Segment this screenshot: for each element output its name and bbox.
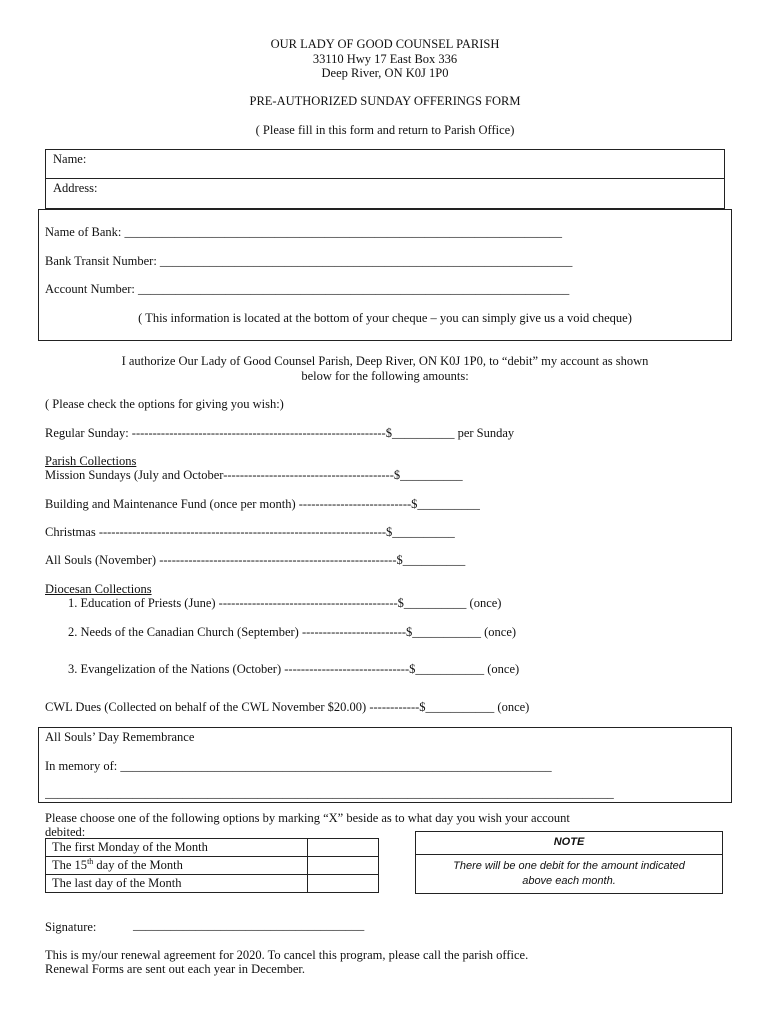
debit-option-first-monday-checkbox[interactable] <box>308 839 379 857</box>
all-souls-field[interactable]: All Souls (November) ---------------------------------------------------------$__________ <box>45 553 466 567</box>
parish-address-line1: 33110 Hwy 17 East Box 336 <box>312 52 458 66</box>
diocesan-collections-heading: Diocesan Collections <box>45 582 152 596</box>
regular-sunday-field[interactable]: Regular Sunday: -------------------------------------------------------------$__________ per Sunday <box>45 426 515 440</box>
debit-option-row <box>46 839 379 857</box>
debit-option-row <box>46 857 379 875</box>
note-line2: above each month. <box>522 875 616 887</box>
building-fund-field[interactable]: Building and Maintenance Fund (once per month) ---------------------------$__________ <box>45 497 480 511</box>
debit-option-fifteenth-checkbox[interactable] <box>308 857 379 875</box>
check-options-prompt: ( Please check the options for giving you wish:) <box>45 397 284 411</box>
form-instruction: ( Please fill in this form and return to Parish Office) <box>255 123 515 137</box>
authorization-line2: below for the following amounts: <box>301 369 469 383</box>
debit-day-table <box>45 838 379 893</box>
debit-option-first-monday: The first Monday of the Month <box>46 839 308 857</box>
remembrance-title: All Souls’ Day Remembrance <box>45 730 195 744</box>
debit-option-last-day: The last day of the Month <box>46 875 308 893</box>
evangelization-field[interactable]: 3. Evangelization of the Nations (October) ------------------------------$___________ (once) <box>68 662 520 676</box>
bank-name-field[interactable]: Name of Bank: ______________________________________________________________________ <box>45 225 562 239</box>
parish-name: OUR LADY OF GOOD COUNSEL PARISH <box>270 37 500 51</box>
debit-option-fifteenth-text: The 15 <box>52 858 88 873</box>
canadian-church-field[interactable]: 2. Needs of the Canadian Church (September) -------------------------$___________ (once) <box>68 625 517 639</box>
debit-option-fifteenth-rest: day of the Month <box>93 858 183 873</box>
in-memory-field[interactable]: In memory of: _____________________________________________________________________ <box>45 759 552 773</box>
debit-option-last-day-checkbox[interactable] <box>308 875 379 893</box>
account-number-field[interactable]: Account Number: _____________________________________________________________________ <box>45 282 570 296</box>
contact-box <box>45 149 725 209</box>
note-divider <box>415 854 723 855</box>
authorization-line1: I authorize Our Lady of Good Counsel Parish, Deep River, ON K0J 1P0, to “debit” my account as shown <box>121 354 649 368</box>
memory-blank-line[interactable]: ___________________________________________________________________________________________ <box>45 786 614 800</box>
form-title: PRE-AUTHORIZED SUNDAY OFFERINGS FORM <box>249 94 521 108</box>
bank-info-note: ( This information is located at the bottom of your cheque – you can simply give us a void cheque) <box>138 311 632 325</box>
contact-divider <box>45 178 725 179</box>
transit-number-field[interactable]: Bank Transit Number: __________________________________________________________________ <box>45 254 573 268</box>
debit-option-row <box>46 875 379 893</box>
name-field[interactable]: Name: <box>53 152 87 166</box>
parish-collections-heading: Parish Collections <box>45 454 137 468</box>
renewal-note-line1: This is my/our renewal agreement for 2020. To cancel this program, please call the parish office. <box>45 948 529 962</box>
renewal-note-line2: Renewal Forms are sent out each year in December. <box>45 962 305 976</box>
parish-address-line2: Deep River, ON K0J 1P0 <box>321 66 449 80</box>
debit-day-prompt-line2: debited: <box>45 825 86 839</box>
debit-day-prompt-line1: Please choose one of the following options by marking “X” beside as to what day you wish your account <box>45 811 570 825</box>
ordinal-suffix: th <box>87 857 94 867</box>
signature-label: Signature: <box>45 920 97 934</box>
signature-line[interactable]: _____________________________________ <box>133 918 365 932</box>
debit-option-fifteenth <box>46 857 308 875</box>
education-priests-field[interactable]: 1. Education of Priests (June) -------------------------------------------$__________ (once) <box>68 596 502 610</box>
note-line1: There will be one debit for the amount indicated <box>453 860 685 872</box>
note-title: NOTE <box>553 836 585 848</box>
cwl-dues-field[interactable]: CWL Dues (Collected on behalf of the CWL November $20.00) ------------$___________ (once) <box>45 700 530 714</box>
mission-sundays-field[interactable]: Mission Sundays (July and October-----------------------------------------$__________ <box>45 468 463 482</box>
address-field[interactable]: Address: <box>53 181 98 195</box>
christmas-field[interactable]: Christmas ---------------------------------------------------------------------$__________ <box>45 525 455 539</box>
